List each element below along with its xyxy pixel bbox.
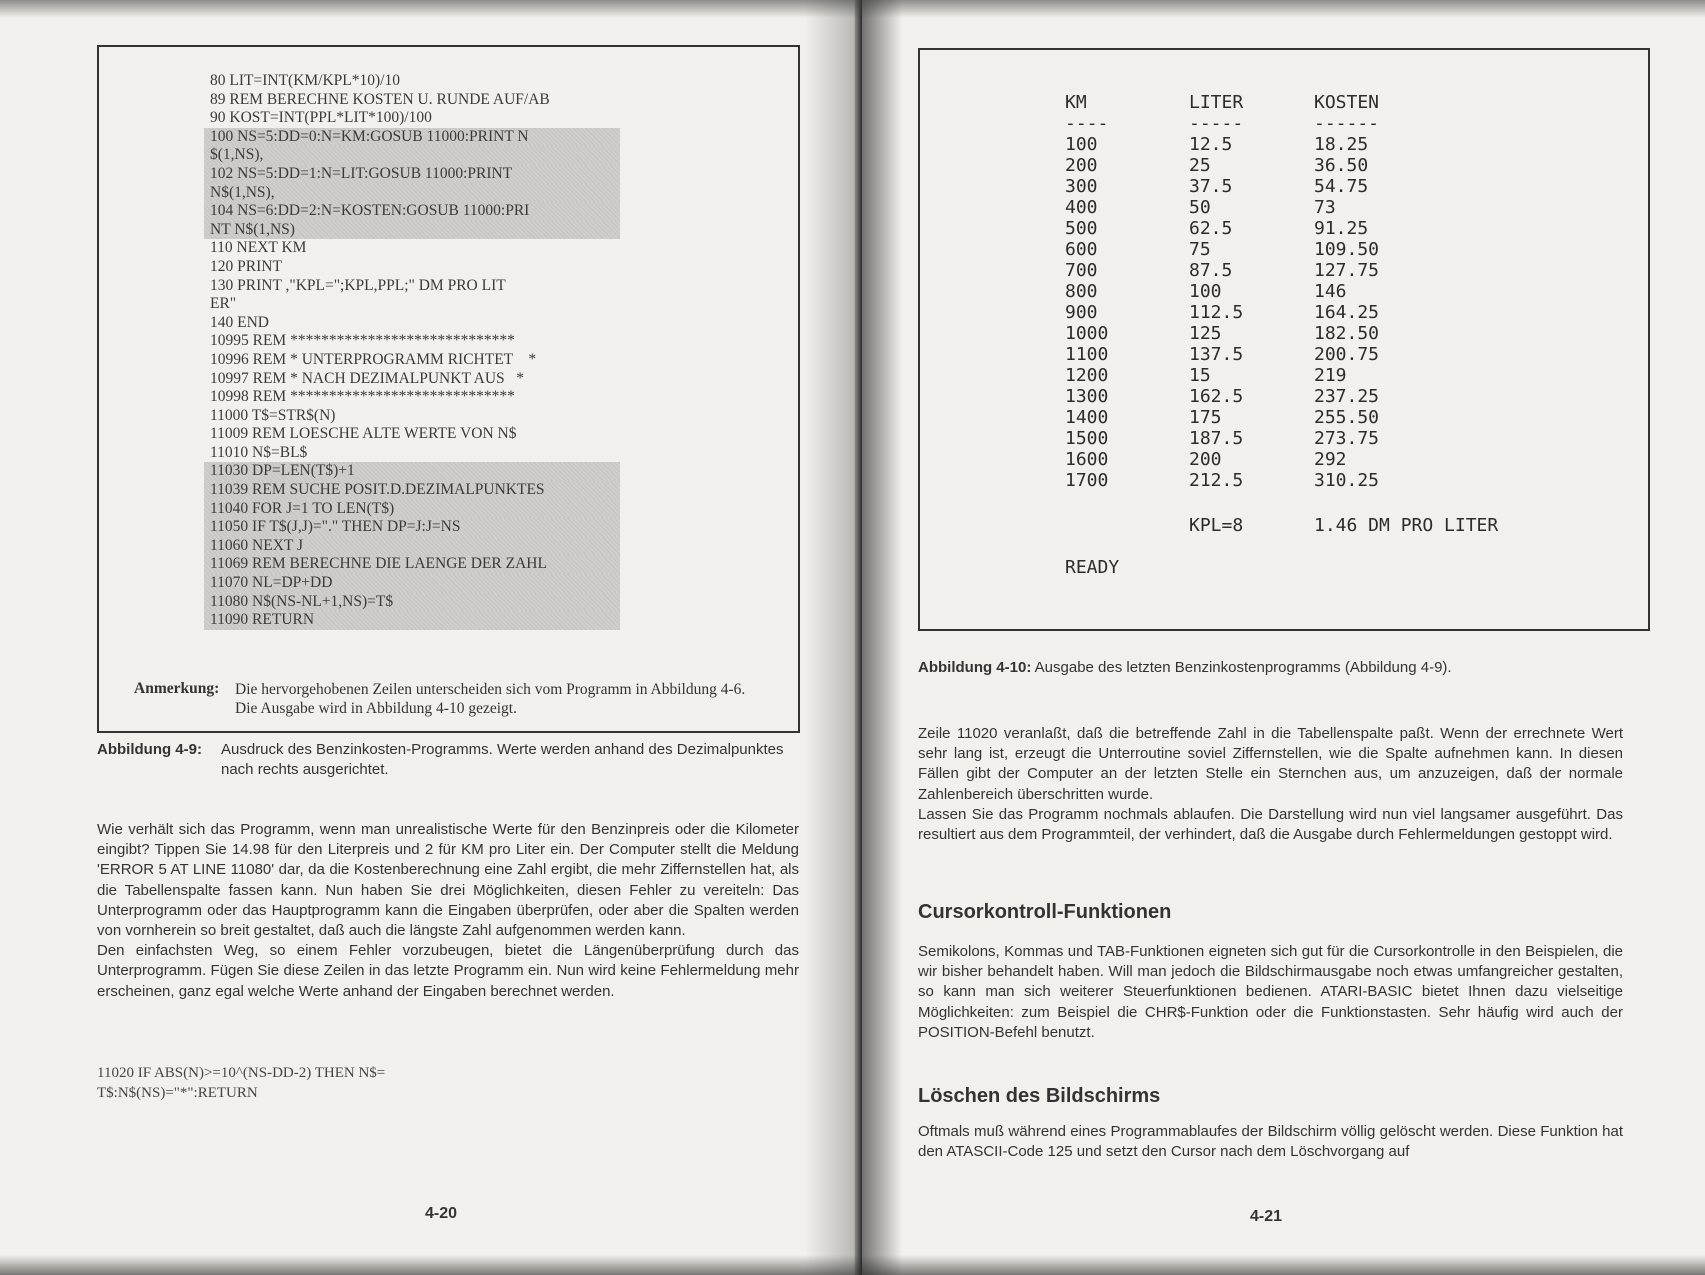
highlighted-code-line: N$(1,NS), [204,184,620,203]
bottom-shadow [0,1255,1705,1275]
code-line: 89 REM BERECHNE KOSTEN U. RUNDE AUF/AB [210,90,550,108]
caption-text: Ausgabe des letzten Benzinkostenprogramms (Abbildung 4-9). [1034,659,1452,676]
highlighted-code-line: 11070 NL=DP+DD [204,574,620,593]
caption-label: Abbildung 4-10: [918,659,1032,676]
book-gutter-right [862,0,902,1275]
cost-per-liter: 1.46 DM PRO LITER [1314,515,1499,536]
caption-label: Abbildung 4-9: [97,741,202,758]
paragraph: Den einfachsten Weg, so einem Fehler vorzubeugen, bietet die Längenüberprüfung durch das Unterprogramm. Fügen Sie diese Zeilen in das letzte Programm ein. Nun wird keine Fehlermeldung mehr erscheinen, ganz egal welche Werte anhand der Eingaben berechnet werden. [97,942,799,1000]
paragraph: Zeile 11020 veranlaßt, daß die betreffende Zahl in die Tabellenspalte paßt. Wenn der errechnete Wert sehr lang ist, erzeugt die Unterroutine soviel Ziffernstellen, wie die Spalte aufnehmen kann. In diesen Fällen gibt der Computer an der letzten Stelle ein Sternchen aus, um anzuzeigen, daß der normale Zahlenbereich überschritten wurde. [918,725,1623,803]
code-line: 10997 REM * NACH DEZIMALPUNKT AUS * [210,369,525,387]
ready-prompt: READY [1065,557,1120,578]
right-body-text-3: Oftmals muß während eines Programmablaufes der Bildschirm völlig gelöscht werden. Diese Funktion hat den ATASCII-Code 125 und setzt den Cursor nach dem Löschvorgang auf [918,1123,1623,1161]
output-column-liter: LITER ----- 12.5 25 37.5 50 62.5 75 87.5 100 112.5 125 137.5 15 162.5 175 187.5 200 212.5 [1189,92,1244,491]
highlighted-code-line: 11080 N$(NS-NL+1,NS)=T$ [204,593,620,612]
code-line: 11010 N$=BL$ [210,443,308,461]
highlighted-code-line: 102 NS=5:DD=1:N=LIT:GOSUB 11000:PRINT [204,165,620,184]
figure-4-10-frame [918,48,1650,631]
right-body-text-2: Semikolons, Kommas und TAB-Funktionen eigneten sich gut für die Cursorkontrolle in den Beispielen, die wir bisher behandelt haben. Will man jedoch die Bildschirmausgabe noch etwas umfangreicher gestalten, so kann man sich weiterer Steuerfunktionen bedienen. ATARI-BASIC bietet Ihnen dazu vielseitige Möglichkeiten: zum Beispiel die CHR$-Funktion oder die Funktionstasten. Sehr häufig wird auch der POSITION-Befehl benutzt. [918,943,1623,1041]
code-line: 80 LIT=INT(KM/KPL*10)/10 [210,72,400,89]
page-number-left: 4-20 [425,1205,458,1222]
book-gutter-left [805,0,862,1275]
section-heading-clear-screen: Löschen des Bildschirms [918,1085,1161,1107]
right-body-text-1 [918,724,1623,845]
code-line: T$:N$(NS)="*":RETURN [97,1085,258,1101]
highlighted-code-line: $(1,NS), [204,146,620,165]
code-line: 11000 T$=STR$(N) [210,406,336,424]
code-snippet [97,1063,385,1103]
section-heading-cursor: Cursorkontroll-Funktionen [918,901,1172,923]
code-line: 11009 REM LOESCHE ALTE WERTE VON N$ [210,425,517,443]
note-text: Die hervorgehobenen Zeilen unterscheiden sich vom Programm in Abbildung 4-6. Die Ausgabe wird in Abbildung 4-10 gezeigt. [235,681,746,717]
page-number-right: 4-21 [1250,1208,1283,1225]
highlighted-code-line: 11039 REM SUCHE POSIT.D.DEZIMALPUNKTES [204,481,620,500]
code-line: 11020 IF ABS(N)>=10^(NS-DD-2) THEN N$= [97,1065,386,1081]
caption-text: Ausdruck des Benzinkosten-Programms. Werte werden anhand des Dezimalpunktes nach rechts ausgerichtet. [221,741,784,778]
output-column-km: KM ---- 100 200 300 400 500 600 700 800 900 1000 1100 1200 1300 1400 1500 1600 1700 [1065,92,1109,491]
figure-4-9-caption [97,740,797,778]
highlighted-code-line: 11040 FOR J=1 TO LEN(T$) [204,500,620,519]
code-line: ER" [210,295,237,313]
highlighted-code-line: 11090 RETURN [204,611,620,630]
program-listing [210,72,690,630]
code-line: 140 END [210,313,269,331]
code-line: 130 PRINT ,"KPL=";KPL,PPL;" DM PRO LIT [210,276,506,294]
kpl-value: KPL=8 [1189,515,1244,536]
left-body-text [97,820,799,1002]
code-line: 90 KOST=INT(PPL*LIT*100)/100 [210,109,432,127]
paragraph: Wie verhält sich das Programm, wenn man unrealistische Werte für den Benzinpreis oder die Kilometer eingibt? Tippen Sie 14.98 für den Literpreis und 2 für KM pro Liter ein. Der Computer stellt die Meldung 'ERROR 5 AT LINE 11080' dar, da die Kostenberechnung eine Zahl ergibt, die mehr Ziffernstellen hat, als die Tabellenspalte fassen kann. Nun haben Sie drei Möglichkeiten, diesen Fehler zu vereiteln: Das Unterprogramm oder das Hauptprogramm kann die Eingaben überprüfen, oder aber die Spalten werden von vornherein so breit gestaltet, daß auch die längste Zahl aufgenommen werden kann. [97,821,799,940]
highlighted-code-line: 104 NS=6:DD=2:N=KOSTEN:GOSUB 11000:PRI [204,202,620,221]
code-line: 10998 REM ***************************** [210,388,515,406]
code-line: 10996 REM * UNTERPROGRAMM RICHTET * [210,350,537,368]
paragraph: Lassen Sie das Programm nochmals ablaufen. Die Darstellung wird nun viel langsamer ausgeführt. Das resultiert aus dem Programmteil, der verhindert, daß die Ausgabe durch Fehlermeldungen gestoppt wird. [918,805,1623,844]
code-line: 110 NEXT KM [210,239,307,257]
top-shadow [0,0,1705,18]
highlighted-code-line: NT N$(1,NS) [204,221,620,240]
highlighted-code-line: 100 NS=5:DD=0:N=KM:GOSUB 11000:PRINT N [204,128,620,147]
highlighted-code-line: 11060 NEXT J [204,537,620,556]
code-line: 120 PRINT [210,257,282,275]
note-label: Anmerkung: [134,680,220,697]
figure-4-10-caption [918,658,1658,678]
output-column-kosten: KOSTEN ------ 18.25 36.50 54.75 73 91.25 109.50 127.75 146 164.25 182.50 200.75 219 237.25 255.50 273.75 292 310.25 [1314,92,1380,491]
code-line: 10995 REM ***************************** [210,332,515,350]
figure-4-9-frame [97,45,800,733]
highlighted-code-line: 11030 DP=LEN(T$)+1 [204,462,620,481]
highlighted-code-line: 11050 IF T$(J,J)="." THEN DP=J:J=NS [204,518,620,537]
highlighted-code-line: 11069 REM BERECHNE DIE LAENGE DER ZAHL [204,555,620,574]
